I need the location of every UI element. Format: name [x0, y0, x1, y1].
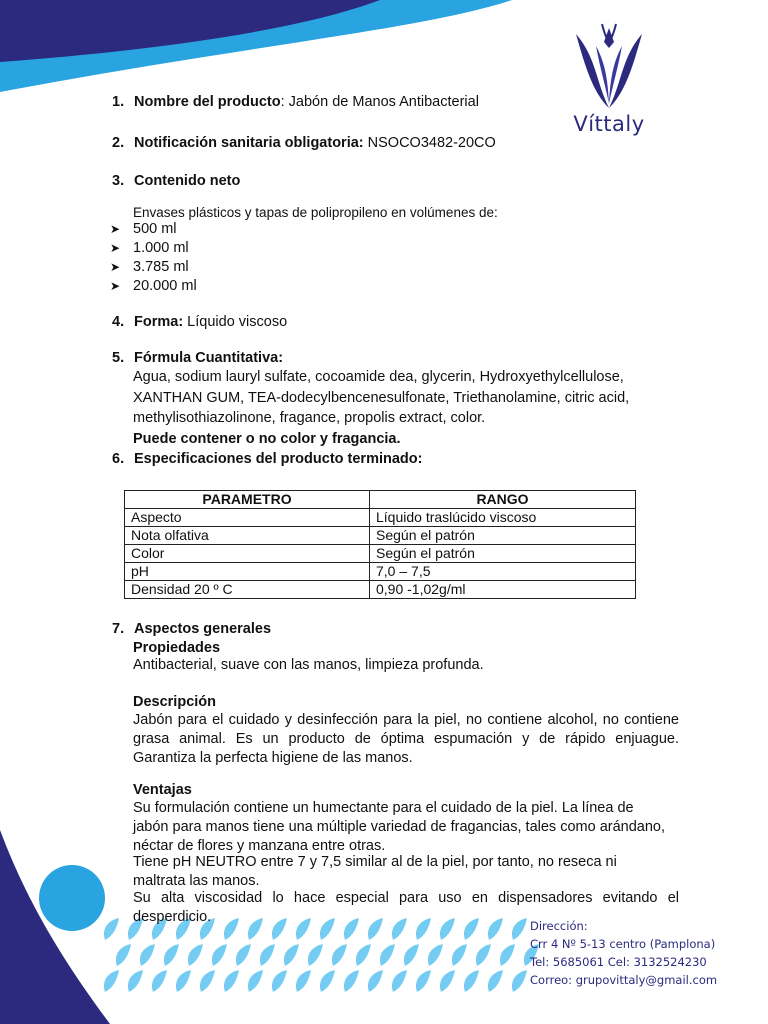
- ventajas-text-3: Su alta viscosidad lo hace especial para uso en dispensadores evitando el desperdicio.: [133, 890, 679, 925]
- section-4-label: Forma:: [134, 314, 184, 330]
- section-3-label: Contenido neto: [134, 173, 241, 189]
- arrow-bullet-icon: ➤: [110, 279, 121, 293]
- formula-note: Puede contener o no color y fragancia.: [133, 430, 401, 447]
- section-5: 5. Fórmula Cuantitativa:: [112, 350, 284, 366]
- section-1-label: Nombre del producto: [134, 94, 281, 110]
- address: Crr 4 Nº 5-13 centro (Pamplona): [530, 937, 716, 951]
- table-row: Aspecto Líquido traslúcido viscoso: [125, 509, 636, 527]
- section-6-label: Especificaciones del producto terminado:: [134, 451, 423, 467]
- descripcion-title: Descripción: [133, 694, 216, 710]
- volume-list: [110, 220, 197, 296]
- tulip-logo-icon: [566, 22, 652, 110]
- sanitary-notification: NSOCO3482-20CO: [363, 135, 496, 151]
- product-name: : Jabón de Manos Antibacterial: [280, 94, 479, 110]
- section-7: 7. Aspectos generales: [112, 621, 272, 637]
- formula-text: Agua, sodium lauryl sulfate, cocoamide dea, glycerin, Hydroxyethylcellulose, XANTHAN GUM, TEA-dodecylbencenesulfonate, Triethanolamine, citric acid, methylisothiazolinone, fragance, propolis extract, color. Puede contener o no color y fragancia.: [133, 367, 653, 449]
- email: Correo: grupovittaly@gmail.com: [530, 973, 718, 987]
- section-1: 1. Nombre del producto: Jabón de Manos Antibacterial: [112, 94, 479, 110]
- list-item: ➤ 3.785 ml: [110, 259, 189, 275]
- contact-block: [530, 917, 717, 989]
- table-row: pH 7,0 – 7,5: [125, 563, 636, 581]
- ventajas-text-2: Tiene pH NEUTRO entre 7 y 7,5 similar al de la piel, por tanto, no reseca ni maltrata las manos.: [133, 854, 617, 889]
- arrow-bullet-icon: ➤: [110, 241, 121, 255]
- vittaly-logo: [554, 22, 664, 142]
- brand-name: Víttaly: [573, 112, 645, 136]
- content-intro: Envases plásticos y tapas de polipropileno en volúmenes de:: [133, 205, 498, 220]
- list-item: ➤ 500 ml: [110, 221, 177, 237]
- section-3: 3. Contenido neto: [112, 173, 241, 189]
- section-6: 6. Especificaciones del producto terminado:: [112, 451, 423, 467]
- list-item: ➤ 1.000 ml: [110, 240, 189, 256]
- section-2-label: Notificación sanitaria obligatoria:: [134, 135, 364, 151]
- propiedades-title: Propiedades: [133, 640, 221, 656]
- table-header-row: [125, 491, 636, 509]
- table-row: Nota olfativa Según el patrón: [125, 527, 636, 545]
- section-2: 2. Notificación sanitaria obligatoria: NSOCO3482-20CO: [112, 135, 496, 151]
- ventajas-text-1: Su formulación contiene un humectante para el cuidado de la piel. La línea de jabón para manos tiene una múltiple variedad de fragancias, tales como arándano, néctar de flores y manzana entre otras.: [133, 800, 666, 854]
- spec-table: [124, 490, 636, 599]
- address-label: Dirección:: [530, 919, 588, 933]
- section-7-label: Aspectos generales: [134, 621, 272, 637]
- ventajas-title: Ventajas: [133, 782, 192, 798]
- product-form: Líquido viscoso: [183, 314, 288, 330]
- descripcion-text: Jabón para el cuidado y desinfección para la piel, no contiene alcohol, no contiene grasa animal. Es un producto de óptima espumación y de rápido enjuague. Garantiza la perfecta higiene de las manos.: [133, 712, 679, 766]
- table-row: Color Según el patrón: [125, 545, 636, 563]
- table-header: RANGO: [370, 491, 636, 509]
- table-row: Densidad 20 º C 0,90 -1,02g/ml: [125, 581, 636, 599]
- arrow-bullet-icon: ➤: [110, 222, 121, 236]
- propiedades-text: Antibacterial, suave con las manos, limpieza profunda.: [133, 657, 484, 673]
- arrow-bullet-icon: ➤: [110, 260, 121, 274]
- phone: Tel: 5685061 Cel: 3132524230: [530, 955, 707, 969]
- list-item: ➤ 20.000 ml: [110, 278, 197, 294]
- table-header: PARAMETRO: [125, 491, 370, 509]
- section-4: 4. Forma: Líquido viscoso: [112, 314, 288, 330]
- section-5-label: Fórmula Cuantitativa:: [134, 350, 284, 366]
